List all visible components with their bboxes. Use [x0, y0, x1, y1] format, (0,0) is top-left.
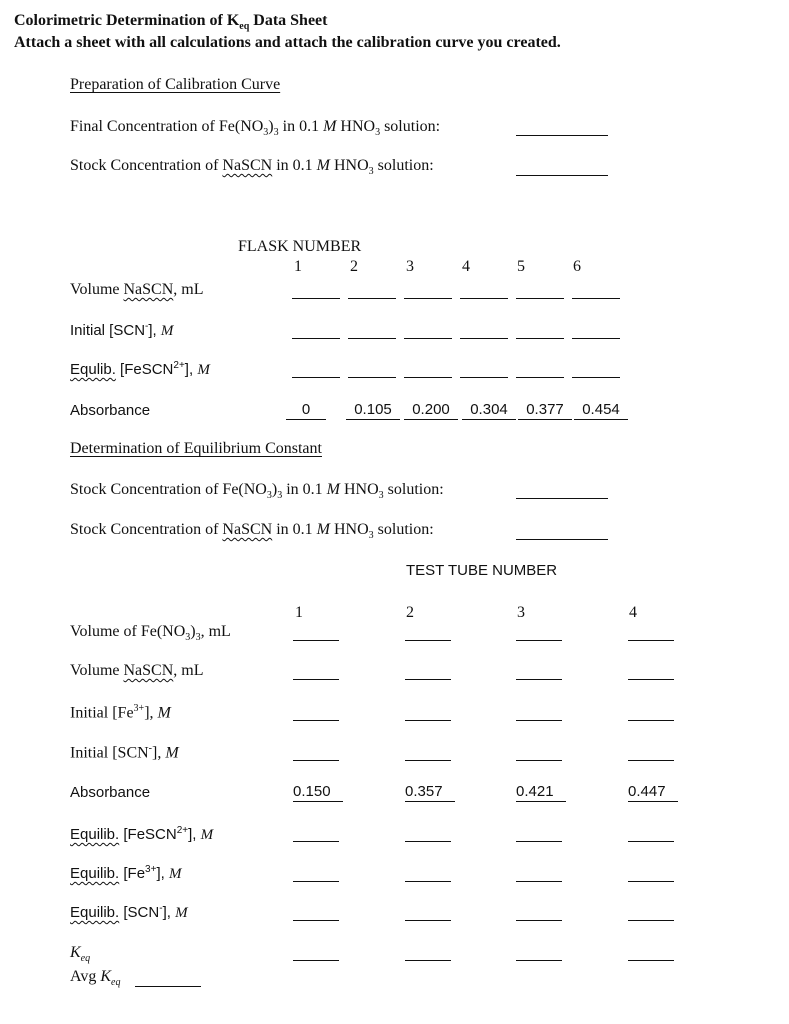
eq-equilib-scn-blank[interactable]: [516, 920, 562, 921]
flask-number: 6: [573, 258, 581, 275]
cal-equilib-blank[interactable]: [460, 377, 508, 378]
eq-volume-fe-blank[interactable]: [293, 640, 339, 641]
cal-volume-blank[interactable]: [516, 298, 564, 299]
cal-initial-scn-blank[interactable]: [404, 338, 452, 339]
equilibrium-section-title: Determination of Equilibrium Constant: [70, 440, 322, 457]
eq-equilib-scn-label: Equilib. [SCN-], M: [70, 903, 188, 921]
keq-label: $K_{eq}$: [70, 944, 91, 965]
keq-blank[interactable]: [405, 960, 451, 961]
eq-stock-fe-conc-label: Stock Concentration of $Fe(NO_3)_3$ in 0.1 M $HNO_3$ solution:: [70, 481, 444, 502]
sheet-title: Colorimetric Determination of $K_{eq}$ Data Sheet: [14, 12, 328, 33]
instructions: Attach a sheet with all calculations and attach the calibration curve you created.: [14, 34, 561, 51]
eq-absorbance-value: 0.421: [516, 784, 566, 802]
cal-initial-scn-blank[interactable]: [292, 338, 340, 339]
cal-absorbance-value: 0.377: [518, 402, 572, 420]
eq-volume-nascn-label: Volume NaSCN, mL: [70, 662, 204, 679]
cal-absorbance-value: 0.200: [404, 402, 458, 420]
eq-equilib-fescn-blank[interactable]: [293, 841, 339, 842]
eq-equilib-fescn-blank[interactable]: [405, 841, 451, 842]
cal-absorbance-label: Absorbance: [70, 402, 151, 419]
eq-volume-fe-blank[interactable]: [405, 640, 451, 641]
eq-stock-fe-conc-blank[interactable]: [516, 498, 608, 499]
eq-stock-scn-conc-blank[interactable]: [516, 539, 608, 540]
avg-keq-blank[interactable]: [135, 986, 201, 987]
eq-equilib-fescn-label: Equilib. [FeSCN$^{2+}$], M: [70, 825, 214, 843]
eq-initial-fe-blank[interactable]: [293, 720, 339, 721]
cal-initial-scn-blank[interactable]: [460, 338, 508, 339]
eq-equilib-scn-blank[interactable]: [293, 920, 339, 921]
eq-initial-fe-blank[interactable]: [628, 720, 674, 721]
eq-initial-scn-label: Initial [SCN-], M: [70, 743, 179, 762]
eq-initial-scn-blank[interactable]: [516, 760, 562, 761]
stock-scn-conc-blank[interactable]: [516, 175, 608, 176]
eq-equilib-scn-blank[interactable]: [405, 920, 451, 921]
eq-equilib-fescn-blank[interactable]: [628, 841, 674, 842]
eq-volume-fe-blank[interactable]: [516, 640, 562, 641]
cal-initial-scn-blank[interactable]: [516, 338, 564, 339]
flask-number: 5: [517, 258, 525, 275]
stock-scn-conc-label: Stock Concentration of NaSCN in 0.1 M $HNO_3$ solution:: [70, 157, 434, 178]
cal-absorbance-value: 0.105: [346, 402, 400, 420]
cal-volume-blank[interactable]: [292, 298, 340, 299]
eq-equilib-fe-blank[interactable]: [516, 881, 562, 882]
flask-number: 3: [406, 258, 414, 275]
cal-equilib-blank[interactable]: [292, 377, 340, 378]
eq-stock-scn-conc-label: Stock Concentration of NaSCN in 0.1 M $HNO_3$ solution:: [70, 521, 434, 542]
eq-initial-scn-blank[interactable]: [405, 760, 451, 761]
eq-equilib-fe-blank[interactable]: [628, 881, 674, 882]
eq-volume-nascn-blank[interactable]: [293, 679, 339, 680]
eq-initial-fe-label: Initial $[Fe^{3+}]$, M: [70, 703, 171, 722]
eq-absorbance-label: Absorbance: [70, 784, 151, 801]
flask-number-heading: FLASK NUMBER: [238, 238, 362, 255]
cal-volume-blank[interactable]: [460, 298, 508, 299]
calibration-section-title: Preparation of Calibration Curve: [70, 76, 281, 93]
eq-absorbance-value: 0.357: [405, 784, 455, 802]
tube-number: 4: [629, 604, 637, 621]
cal-initial-scn-blank[interactable]: [348, 338, 396, 339]
cal-volume-blank[interactable]: [348, 298, 396, 299]
keq-blank[interactable]: [293, 960, 339, 961]
cal-equilib-fescn-label: Equlib. [FeSCN$^{2+}$], M: [70, 360, 210, 378]
eq-volume-nascn-blank[interactable]: [405, 679, 451, 680]
cal-equilib-blank[interactable]: [348, 377, 396, 378]
cal-equilib-blank[interactable]: [516, 377, 564, 378]
eq-equilib-fescn-blank[interactable]: [516, 841, 562, 842]
eq-volume-fe-blank[interactable]: [628, 640, 674, 641]
cal-absorbance-value: 0: [286, 402, 326, 420]
eq-initial-fe-blank[interactable]: [516, 720, 562, 721]
eq-volume-fe-label: Volume of $Fe(NO_3)_3$, mL: [70, 623, 231, 644]
eq-initial-scn-blank[interactable]: [628, 760, 674, 761]
avg-keq-label: Avg $K_{eq}$: [70, 968, 121, 989]
eq-initial-fe-blank[interactable]: [405, 720, 451, 721]
tube-number: 1: [295, 604, 303, 621]
eq-absorbance-value: 0.447: [628, 784, 678, 802]
eq-volume-nascn-blank[interactable]: [628, 679, 674, 680]
cal-equilib-blank[interactable]: [404, 377, 452, 378]
eq-initial-scn-blank[interactable]: [293, 760, 339, 761]
cal-volume-nascn-label: Volume NaSCN, mL: [70, 281, 204, 298]
cal-initial-scn-label: Initial [SCN-], M: [70, 321, 174, 339]
tube-number: 2: [406, 604, 414, 621]
cal-equilib-blank[interactable]: [572, 377, 620, 378]
eq-absorbance-value: 0.150: [293, 784, 343, 802]
final-fe-conc-label: Final Concentration of $Fe(NO_3)_3$ in 0.1 M $HNO_3$ solution:: [70, 118, 441, 139]
cal-absorbance-value: 0.304: [462, 402, 516, 420]
cal-initial-scn-blank[interactable]: [572, 338, 620, 339]
flask-number: 2: [350, 258, 358, 275]
flask-number: 4: [462, 258, 470, 275]
cal-volume-blank[interactable]: [404, 298, 452, 299]
eq-volume-nascn-blank[interactable]: [516, 679, 562, 680]
keq-blank[interactable]: [628, 960, 674, 961]
eq-equilib-scn-blank[interactable]: [628, 920, 674, 921]
cal-absorbance-value: 0.454: [574, 402, 628, 420]
cal-volume-blank[interactable]: [572, 298, 620, 299]
eq-equilib-fe-blank[interactable]: [293, 881, 339, 882]
test-tube-number-heading: TEST TUBE NUMBER: [406, 562, 558, 579]
final-fe-conc-blank[interactable]: [516, 135, 608, 136]
eq-equilib-fe-blank[interactable]: [405, 881, 451, 882]
tube-number: 3: [517, 604, 525, 621]
flask-number: 1: [294, 258, 302, 275]
eq-equilib-fe-label: Equilib. $[Fe^{3+}]$, M: [70, 864, 182, 882]
keq-blank[interactable]: [516, 960, 562, 961]
